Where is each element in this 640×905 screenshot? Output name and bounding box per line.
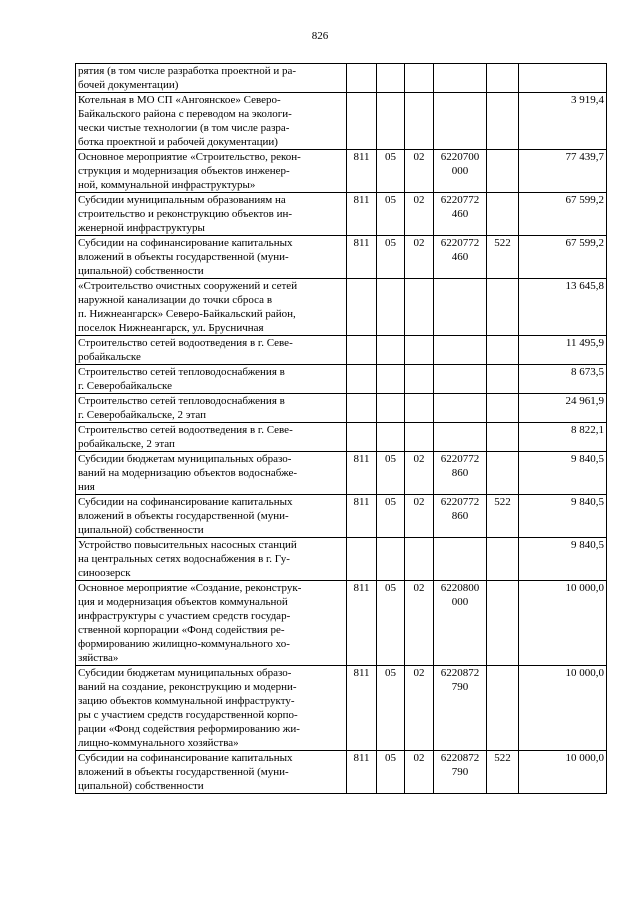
row-name-line: вложений в объекты государственной (муни-	[78, 251, 289, 263]
row-name-line: строительство и реконструкцию объектов ин-	[78, 208, 293, 220]
target-article-code	[434, 193, 487, 236]
expense-type-code	[487, 581, 519, 666]
target-article-part: 860	[451, 467, 469, 479]
row-name-line: Субсидии бюджетам муниципальных образо-	[78, 667, 292, 679]
target-article-part: 6220772	[440, 237, 480, 249]
section-code	[377, 394, 405, 423]
amount-value: 11 495,9	[519, 336, 607, 365]
subsection-code	[405, 93, 434, 150]
table-row	[76, 751, 607, 794]
row-name-line: ция и модернизация объектов коммунальной	[78, 596, 288, 608]
target-article-code	[434, 365, 487, 394]
row-name	[76, 236, 347, 279]
expense-type-code	[487, 423, 519, 452]
expense-type-code	[487, 365, 519, 394]
subsection-code: 02	[405, 150, 434, 193]
target-article-part: 6220772	[440, 194, 480, 206]
row-name-line: поселок Нижнеангарск, ул. Брусничная	[78, 322, 264, 334]
subsection-code	[405, 365, 434, 394]
ministry-code	[347, 93, 377, 150]
section-code: 05	[377, 150, 405, 193]
row-name-line: синоозерск	[78, 567, 131, 579]
ministry-code: 811	[347, 236, 377, 279]
target-article-part: 790	[451, 681, 469, 693]
row-name-line: женерной инфраструктуры	[78, 222, 205, 234]
amount-value: 24 961,9	[519, 394, 607, 423]
row-name-line: ципальной) собственности	[78, 780, 204, 792]
row-name-line: Строительство сетей водоотведения в г. Севе-	[78, 337, 293, 349]
row-name-line: ния	[78, 481, 95, 493]
amount-value: 67 599,2	[519, 236, 607, 279]
row-name-line: рятия (в том числе разработка проектной и ра-	[78, 65, 297, 77]
row-name-line: Субсидии муниципальным образованиям на	[78, 194, 286, 206]
row-name-line: вложений в объекты государственной (муни-	[78, 510, 289, 522]
row-name-line: ботка проектной и рабочей документации)	[78, 136, 278, 148]
subsection-code	[405, 336, 434, 365]
ministry-code: 811	[347, 666, 377, 751]
table-row	[76, 236, 607, 279]
table-row	[76, 193, 607, 236]
target-article-part: 000	[451, 165, 469, 177]
row-name-line: Субсидии на софинансирование капитальных	[78, 496, 293, 508]
amount-value: 8 673,5	[519, 365, 607, 394]
table-row	[76, 64, 607, 93]
table-row	[76, 394, 607, 423]
row-name-line: п. Нижнеангарск» Северо-Байкальский район,	[78, 308, 296, 320]
row-name-line: ваний на создание, реконструкцию и модерни-	[78, 681, 297, 693]
row-name-line: робайкальске	[78, 351, 141, 363]
ministry-code	[347, 64, 377, 93]
budget-table-body	[76, 64, 607, 794]
row-name-line: бочей документации)	[78, 79, 179, 91]
target-article-code	[434, 452, 487, 495]
amount-value	[519, 64, 607, 93]
row-name-line: Котельная в МО СП «Ангоянское» Северо-	[78, 94, 281, 106]
row-name	[76, 365, 347, 394]
target-article-code	[434, 495, 487, 538]
row-name-line: лищно-коммунального хозяйства»	[78, 737, 239, 749]
row-name-line: ры с участием средств государственной корпо-	[78, 709, 298, 721]
target-article-code	[434, 64, 487, 93]
row-name-line: Основное мероприятие «Создание, реконструк-	[78, 582, 302, 594]
subsection-code	[405, 423, 434, 452]
target-article-code	[434, 666, 487, 751]
table-row	[76, 495, 607, 538]
row-name	[76, 581, 347, 666]
section-code: 05	[377, 751, 405, 794]
amount-value: 3 919,4	[519, 93, 607, 150]
expense-type-code	[487, 64, 519, 93]
section-code: 05	[377, 452, 405, 495]
ministry-code	[347, 365, 377, 394]
ministry-code: 811	[347, 193, 377, 236]
section-code	[377, 538, 405, 581]
row-name	[76, 666, 347, 751]
target-article-part: 6220872	[440, 752, 480, 764]
ministry-code	[347, 394, 377, 423]
row-name-line: инфраструктуры с участием средств государ-	[78, 610, 291, 622]
subsection-code	[405, 64, 434, 93]
row-name-line: Субсидии бюджетам муниципальных образо-	[78, 453, 292, 465]
ministry-code: 811	[347, 452, 377, 495]
expense-type-code	[487, 93, 519, 150]
row-name	[76, 751, 347, 794]
target-article-code	[434, 336, 487, 365]
subsection-code	[405, 279, 434, 336]
target-article-part: 6220800	[440, 582, 480, 594]
table-row	[76, 93, 607, 150]
row-name-line: робайкальске, 2 этап	[78, 438, 175, 450]
row-name	[76, 336, 347, 365]
table-row	[76, 581, 607, 666]
subsection-code: 02	[405, 193, 434, 236]
row-name-line: Субсидии на софинансирование капитальных	[78, 752, 293, 764]
row-name-line: вложений в объекты государственной (муни-	[78, 766, 289, 778]
target-article-code	[434, 581, 487, 666]
table-row	[76, 538, 607, 581]
subsection-code: 02	[405, 666, 434, 751]
row-name-line: рации «Фонд содействия реформированию жи-	[78, 723, 300, 735]
row-name-line: Строительство сетей тепловодоснабжения в	[78, 366, 285, 378]
budget-table	[75, 63, 607, 794]
row-name-line: г. Северобайкальске	[78, 380, 172, 392]
expense-type-code: 522	[487, 751, 519, 794]
row-name-line: Устройство повысительных насосных станций	[78, 539, 297, 551]
amount-value: 67 599,2	[519, 193, 607, 236]
subsection-code: 02	[405, 751, 434, 794]
target-article-part: 000	[451, 596, 469, 608]
target-article-code	[434, 423, 487, 452]
expense-type-code	[487, 279, 519, 336]
amount-value: 9 840,5	[519, 452, 607, 495]
table-row	[76, 423, 607, 452]
row-name-line: зацию объектов коммунальной инфраструкту-	[78, 695, 295, 707]
target-article-part: 6220700	[440, 151, 480, 163]
row-name-line: на центральных сетях водоснабжения в г. Гу-	[78, 553, 290, 565]
expense-type-code	[487, 394, 519, 423]
section-code: 05	[377, 236, 405, 279]
target-article-code	[434, 236, 487, 279]
row-name	[76, 64, 347, 93]
section-code: 05	[377, 581, 405, 666]
row-name	[76, 423, 347, 452]
subsection-code	[405, 538, 434, 581]
row-name-line: Байкальского района с переводом на экологи-	[78, 108, 292, 120]
amount-value: 10 000,0	[519, 581, 607, 666]
section-code	[377, 365, 405, 394]
target-article-part: 6220772	[440, 453, 480, 465]
subsection-code	[405, 394, 434, 423]
amount-value: 9 840,5	[519, 538, 607, 581]
table-row	[76, 336, 607, 365]
expense-type-code	[487, 336, 519, 365]
row-name-line: Субсидии на софинансирование капитальных	[78, 237, 293, 249]
target-article-part: 6220772	[440, 496, 480, 508]
target-article-code	[434, 538, 487, 581]
row-name	[76, 452, 347, 495]
table-row	[76, 666, 607, 751]
row-name-line: наружной канализации до точки сброса в	[78, 294, 273, 306]
row-name	[76, 394, 347, 423]
row-name-line: струкция и модернизация объектов инженер-	[78, 165, 290, 177]
section-code	[377, 423, 405, 452]
expense-type-code	[487, 193, 519, 236]
expense-type-code	[487, 452, 519, 495]
target-article-part: 460	[451, 251, 469, 263]
amount-value: 8 822,1	[519, 423, 607, 452]
row-name	[76, 495, 347, 538]
expense-type-code: 522	[487, 236, 519, 279]
subsection-code: 02	[405, 236, 434, 279]
subsection-code: 02	[405, 452, 434, 495]
target-article-code	[434, 93, 487, 150]
amount-value: 10 000,0	[519, 751, 607, 794]
expense-type-code	[487, 666, 519, 751]
row-name-line: ципальной) собственности	[78, 265, 204, 277]
expense-type-code	[487, 150, 519, 193]
section-code: 05	[377, 193, 405, 236]
row-name-line: ципальной) собственности	[78, 524, 204, 536]
row-name-line: формированию жилищно-коммунального хо-	[78, 638, 290, 650]
row-name	[76, 279, 347, 336]
ministry-code	[347, 538, 377, 581]
row-name-line: Основное мероприятие «Строительство, рекон-	[78, 151, 301, 163]
table-row	[76, 452, 607, 495]
row-name	[76, 93, 347, 150]
row-name-line: чески чистые технологии (в том числе разра-	[78, 122, 290, 134]
target-article-part: 860	[451, 510, 469, 522]
target-article-code	[434, 751, 487, 794]
row-name-line: «Строительство очистных сооружений и сетей	[78, 280, 298, 292]
row-name-line: зяйства»	[78, 652, 119, 664]
target-article-code	[434, 394, 487, 423]
row-name-line: ной, коммунальной инфраструктуры»	[78, 179, 256, 191]
subsection-code: 02	[405, 581, 434, 666]
ministry-code	[347, 279, 377, 336]
section-code	[377, 64, 405, 93]
section-code: 05	[377, 495, 405, 538]
row-name-line: Строительство сетей водоотведения в г. Севе-	[78, 424, 293, 436]
amount-value: 9 840,5	[519, 495, 607, 538]
row-name	[76, 150, 347, 193]
table-row	[76, 150, 607, 193]
row-name-line: Строительство сетей тепловодоснабжения в	[78, 395, 285, 407]
expense-type-code: 522	[487, 495, 519, 538]
row-name	[76, 193, 347, 236]
target-article-code	[434, 279, 487, 336]
section-code	[377, 336, 405, 365]
ministry-code: 811	[347, 150, 377, 193]
expense-type-code	[487, 538, 519, 581]
section-code	[377, 279, 405, 336]
target-article-part: 6220872	[440, 667, 480, 679]
ministry-code: 811	[347, 581, 377, 666]
ministry-code	[347, 423, 377, 452]
section-code: 05	[377, 666, 405, 751]
ministry-code	[347, 336, 377, 365]
row-name	[76, 538, 347, 581]
amount-value: 10 000,0	[519, 666, 607, 751]
page-number: 826	[311, 30, 329, 42]
ministry-code: 811	[347, 751, 377, 794]
table-row	[76, 279, 607, 336]
amount-value: 13 645,8	[519, 279, 607, 336]
target-article-code	[434, 150, 487, 193]
section-code	[377, 93, 405, 150]
amount-value: 77 439,7	[519, 150, 607, 193]
ministry-code: 811	[347, 495, 377, 538]
target-article-part: 460	[451, 208, 469, 220]
row-name-line: ваний на модернизацию объектов водоснабже-	[78, 467, 298, 479]
subsection-code: 02	[405, 495, 434, 538]
target-article-part: 790	[451, 766, 469, 778]
row-name-line: ственной корпорации «Фонд содействия ре-	[78, 624, 285, 636]
table-row	[76, 365, 607, 394]
row-name-line: г. Северобайкальске, 2 этап	[78, 409, 207, 421]
